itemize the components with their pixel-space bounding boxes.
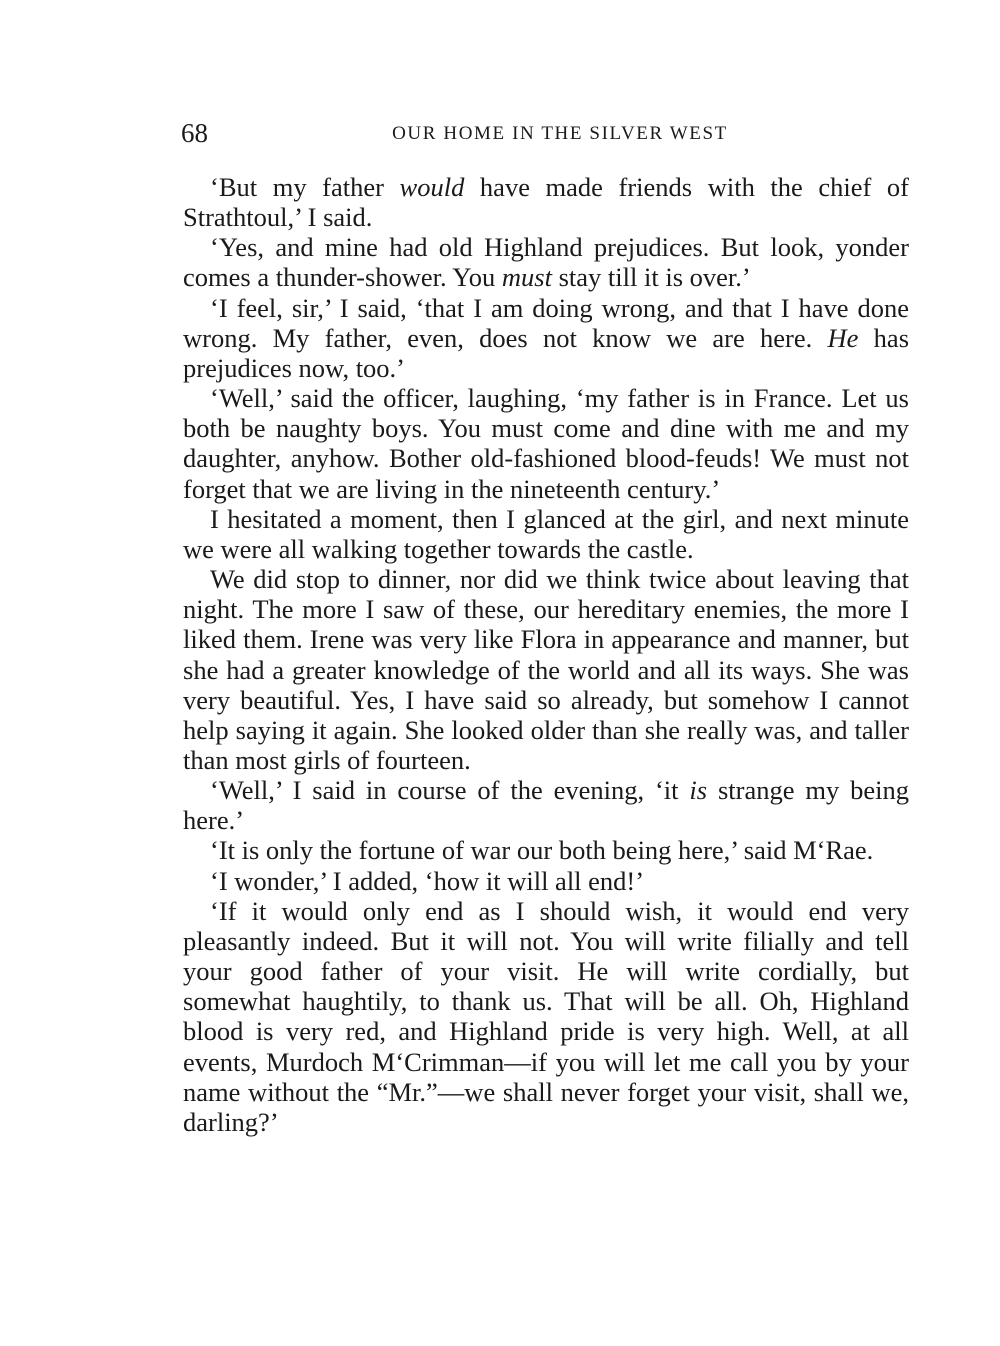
italic-text: is — [689, 775, 708, 806]
text-run: ‘I feel, sir,’ I said, ‘that I am doing wrong, and that I have done wrong. My father, even, does not know we are here. — [183, 292, 909, 353]
body-text — [183, 172, 909, 1137]
italic-text: would — [399, 172, 465, 202]
paragraph — [183, 232, 909, 292]
text-run: stay till it is over.’ — [551, 262, 751, 293]
italic-text: must — [501, 262, 552, 293]
paragraph — [183, 835, 909, 865]
text-run: have made friends with the chief of Strathtoul,’ I said. — [183, 172, 909, 233]
running-head — [181, 116, 909, 150]
paragraph — [183, 775, 909, 835]
paragraph — [183, 293, 909, 383]
text-run: ‘I wonder,’ I added, ‘how it will all end!’ — [210, 865, 645, 896]
text-run: We did stop to dinner, nor did we think twice about leaving that night. The more I saw of these, our hereditary enemies, the more I liked them. Irene was very like Flora in appearance and manner, but she had a greater knowledge of the world and all its ways. She was very beautiful. Yes, I have said so already, but somehow I cannot help saying it again. She looked older than she really was, and taller than most girls of fourteen. — [183, 564, 909, 775]
paragraph — [183, 504, 909, 564]
running-title: OUR HOME IN THE SILVER WEST — [392, 123, 728, 144]
italic-text: He — [827, 322, 859, 353]
paragraph — [183, 383, 909, 504]
paragraph — [183, 866, 909, 896]
text-run: has prejudices now, too.’ — [183, 322, 910, 383]
paragraph — [183, 896, 909, 1137]
text-run: ‘It is only the fortune of war our both being here,’ said M‘Rae. — [210, 835, 874, 866]
text-run: strange my being here.’ — [183, 775, 909, 836]
text-run: I hesitated a moment, then I glanced at the girl, and next minute we were all walking together towards the castle. — [183, 503, 909, 564]
paragraph — [183, 172, 909, 232]
text-run: ‘But my father — [210, 172, 400, 202]
text-run: ‘If it would only end as I should wish, it would end very pleasantly indeed. But it will not. You will write filially and tell your good father of your visit. He will write cordially, but somewhat haughtily, to thank us. That will be all. Oh, Highland blood is very red, and Highland pride is very high. Well, at all events, Murdoch M‘Crimman—if you will let me call you by your name without the “Mr.”—we shall never forget your visit, shall we, darling?’ — [183, 895, 909, 1137]
text-run: ‘Yes, and mine had old Highland prejudices. But look, yonder comes a thunder-shower. You — [183, 232, 909, 293]
text-run: ‘Well,’ said the officer, laughing, ‘my father is in France. Let us both be naughty boys. You must come and dine with me and my daughter, anyhow. Bother old-fashioned blood-feuds! We must not forget that we are living in the nineteenth century.’ — [183, 383, 909, 504]
page-number: 68 — [181, 118, 208, 148]
paragraph — [183, 564, 909, 775]
text-run: ‘Well,’ I said in course of the evening, ‘it — [210, 775, 690, 806]
